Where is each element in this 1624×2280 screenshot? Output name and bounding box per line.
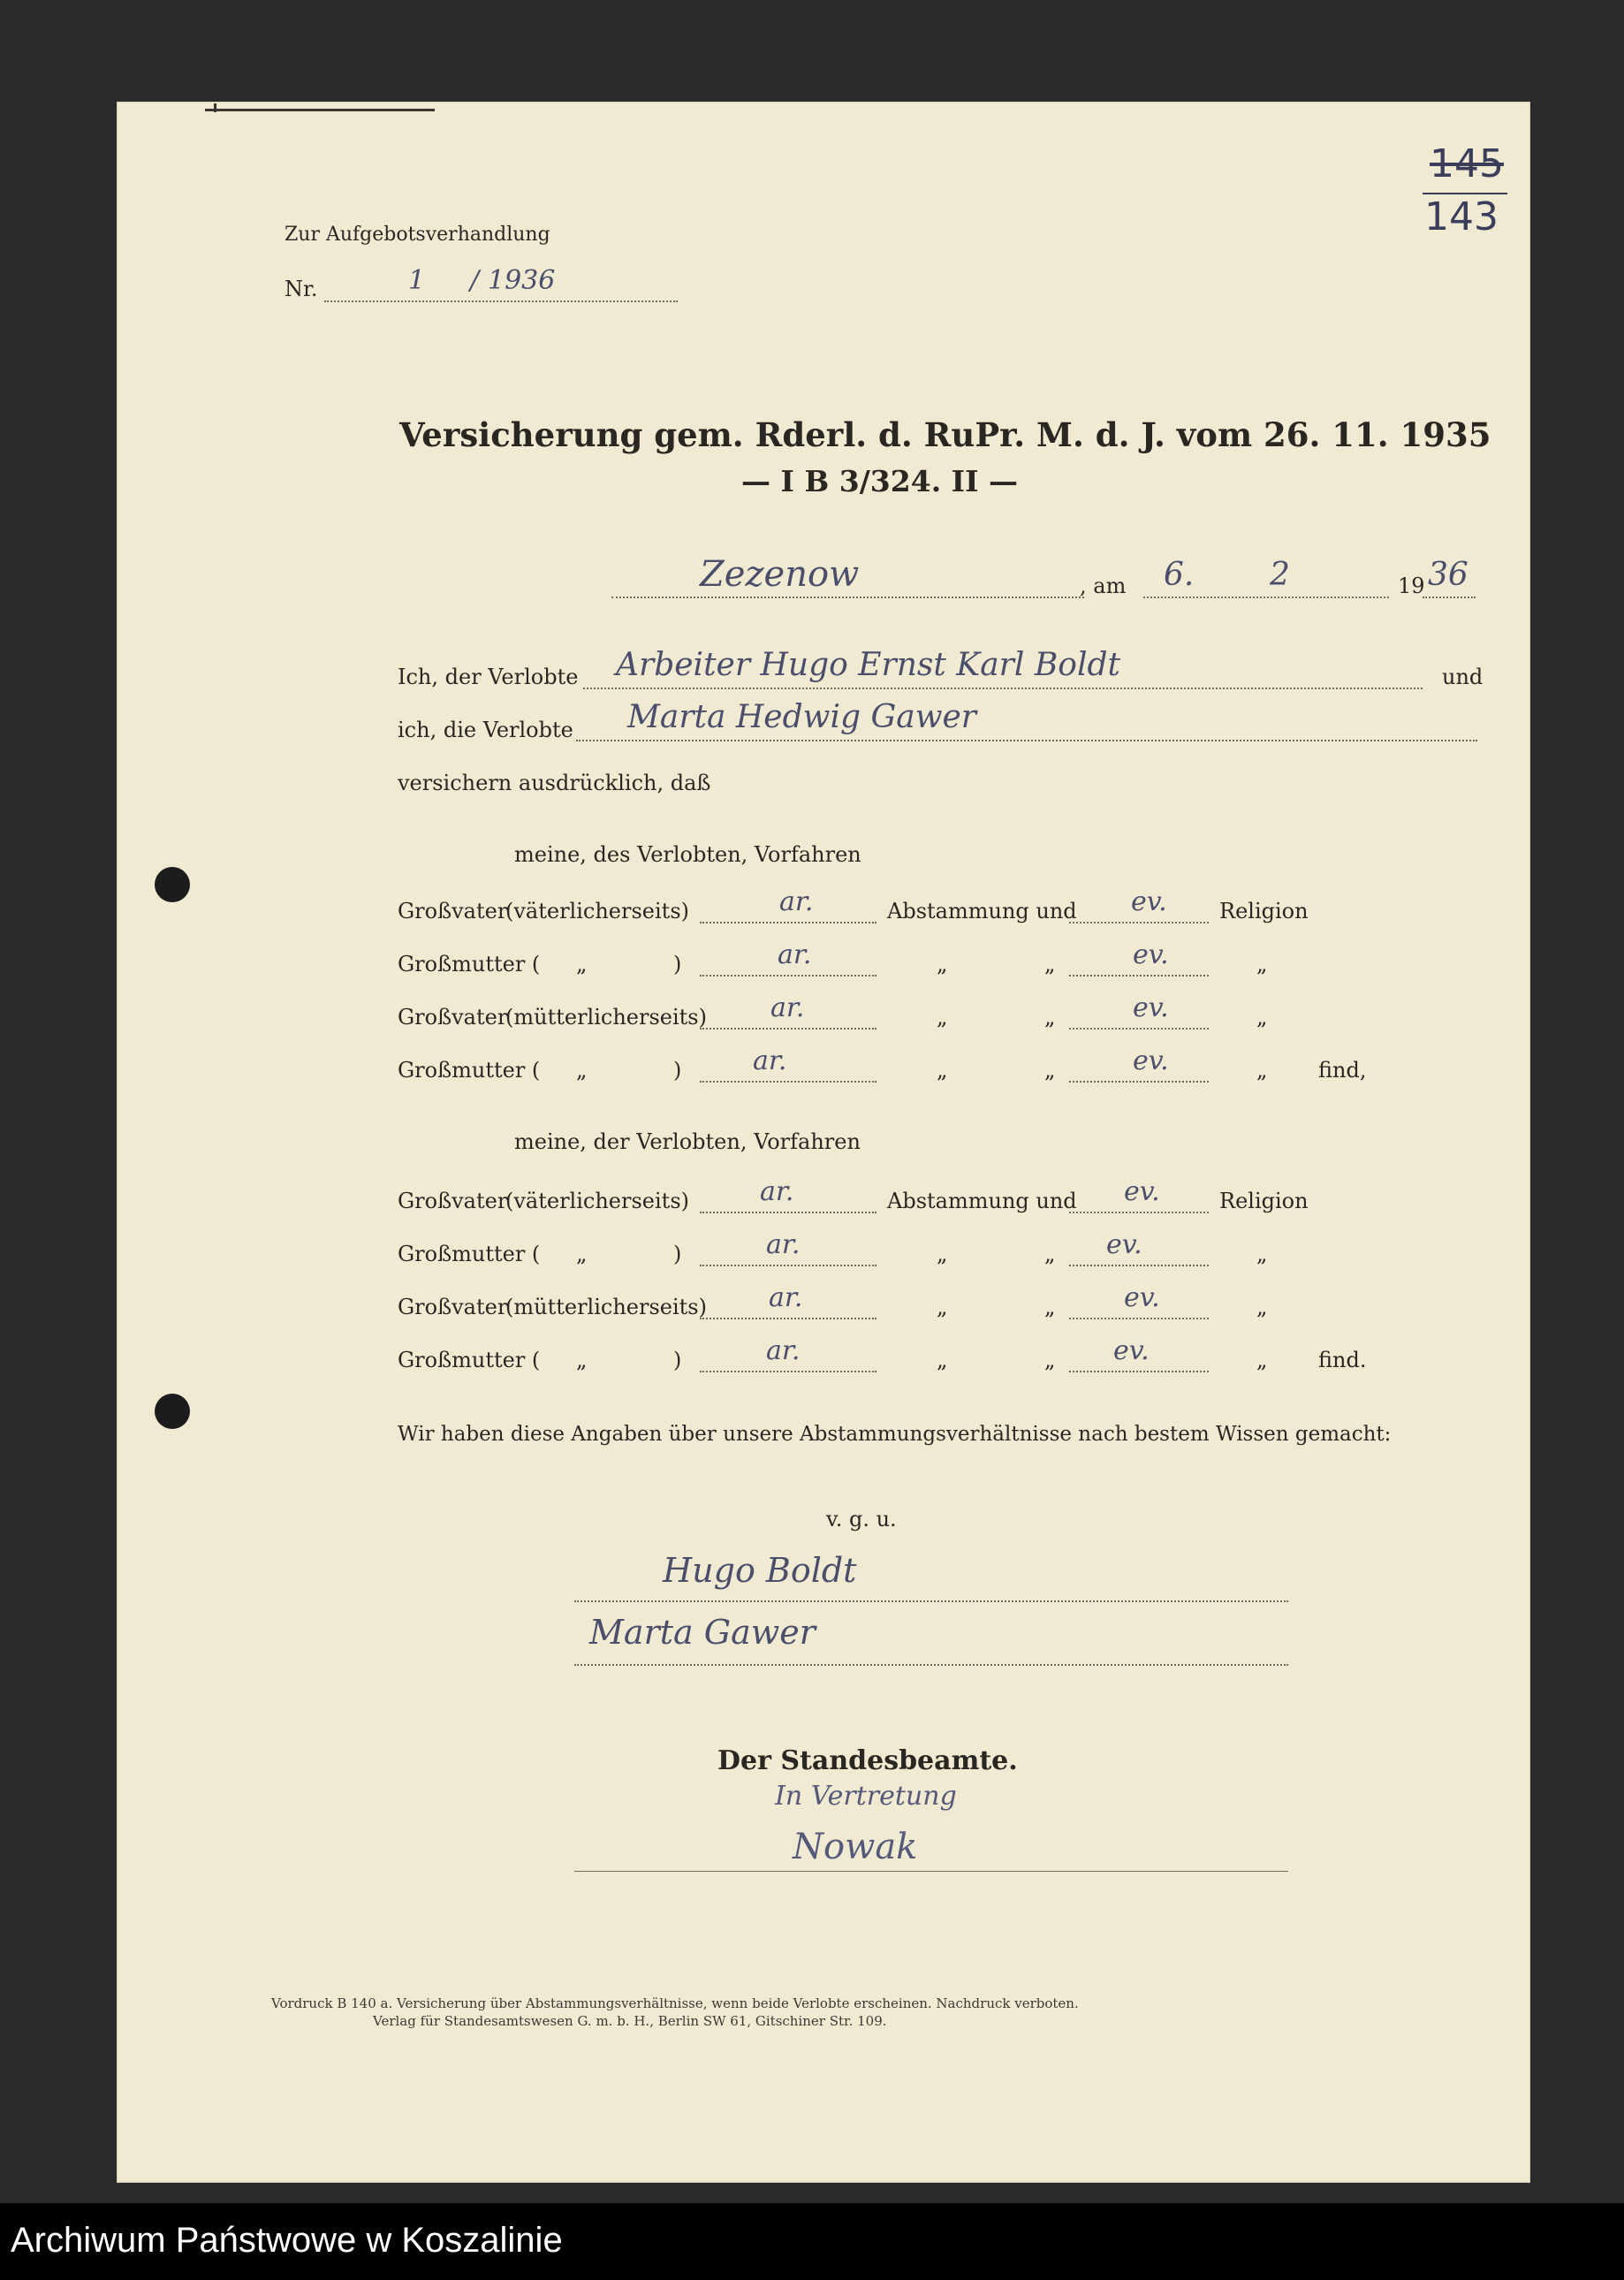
date-month: 2 bbox=[1270, 557, 1290, 593]
ancestor-label: Großmutter ( bbox=[398, 952, 541, 977]
ancestor-side: (väterlicherseits) bbox=[505, 1189, 689, 1213]
descent-value: ar. bbox=[753, 1045, 787, 1076]
religion-dotted-line bbox=[1069, 1081, 1209, 1083]
groom-signature-line bbox=[574, 1600, 1288, 1602]
ditto-mark: „ bbox=[1256, 1295, 1268, 1319]
place-dotted-line bbox=[611, 597, 1084, 598]
ditto-mark: „ bbox=[1256, 1348, 1268, 1372]
archive-caption-bar bbox=[0, 2203, 1624, 2280]
religion-dotted-line bbox=[1069, 922, 1209, 923]
row-tail: find. bbox=[1318, 1348, 1367, 1372]
row-tail: find, bbox=[1318, 1058, 1367, 1083]
bride-dotted-line bbox=[576, 740, 1477, 741]
descent-value: ar. bbox=[778, 939, 812, 970]
ancestor-close: ) bbox=[673, 952, 682, 977]
descent-dotted-line bbox=[700, 922, 877, 923]
nr-value: 1 bbox=[408, 265, 426, 296]
ancestor-label: Großvater bbox=[398, 1295, 508, 1319]
ditto-mark: „ bbox=[1044, 1058, 1056, 1083]
ancestor-side: „ bbox=[576, 952, 588, 977]
ancestor-side: (mütterlicherseits) bbox=[505, 1005, 707, 1030]
descent-value: ar. bbox=[770, 992, 805, 1023]
official-title: Der Standesbeamte. bbox=[717, 1745, 1018, 1776]
top-rule bbox=[205, 109, 435, 111]
ditto-mark: „ bbox=[1256, 1058, 1268, 1083]
religion-dotted-line bbox=[1069, 1265, 1209, 1266]
religion-value: ev. bbox=[1113, 1335, 1150, 1366]
ditto-mark: „ bbox=[937, 952, 948, 977]
ditto-mark: „ bbox=[1044, 1295, 1056, 1319]
top-rule-tick bbox=[214, 103, 216, 112]
descent-dotted-line bbox=[700, 1028, 877, 1030]
ancestor-label: Großmutter ( bbox=[398, 1242, 541, 1266]
statement-text: Wir haben diese Angaben über unsere Abstammungsverhältnisse nach bestem Wissen gemacht: bbox=[398, 1423, 1392, 1446]
ancestor-label: Großmutter ( bbox=[398, 1348, 541, 1372]
ancestor-close: ) bbox=[673, 1058, 682, 1083]
document-page bbox=[117, 102, 1530, 2183]
punch-hole bbox=[155, 1394, 190, 1429]
date-year-suffix: 36 bbox=[1428, 557, 1468, 593]
descent-value: ar. bbox=[760, 1176, 794, 1207]
groom-ancestors-heading: meine, des Verlobten, Vorfahren bbox=[514, 842, 861, 867]
date-dotted-line bbox=[1143, 597, 1389, 598]
descent-value: ar. bbox=[769, 1282, 803, 1313]
descent-dotted-line bbox=[700, 1265, 877, 1266]
ancestor-side: „ bbox=[576, 1242, 588, 1266]
religion-value: ev. bbox=[1131, 886, 1167, 917]
document-title: Versicherung gem. Rderl. d. RuPr. M. d. J. vom 26. 11. 1935 bbox=[399, 415, 1491, 454]
vgu-label: v. g. u. bbox=[826, 1507, 897, 1531]
bride-name: Marta Hedwig Gawer bbox=[627, 699, 977, 735]
nr-year: 1936 bbox=[488, 265, 556, 296]
date-day: 6. bbox=[1164, 557, 1195, 593]
old-page-number: 145 bbox=[1430, 141, 1504, 186]
ancestor-close: ) bbox=[673, 1242, 682, 1266]
official-note: In Vertretung bbox=[775, 1781, 957, 1812]
religion-value: ev. bbox=[1133, 939, 1169, 970]
ancestor-side: „ bbox=[576, 1058, 588, 1083]
punch-hole bbox=[155, 867, 190, 902]
archive-name: Archiwum Państwowe w Koszalinie bbox=[11, 2221, 563, 2260]
groom-label: Ich, der Verlobte bbox=[398, 665, 579, 689]
religion-dotted-line bbox=[1069, 1212, 1209, 1213]
ditto-mark: „ bbox=[937, 1058, 948, 1083]
religion-label: Religion bbox=[1219, 1189, 1309, 1213]
religion-dotted-line bbox=[1069, 975, 1209, 977]
religion-value: ev. bbox=[1106, 1229, 1142, 1260]
descent-dotted-line bbox=[700, 1081, 877, 1083]
descent-dotted-line bbox=[700, 975, 877, 977]
assure-text: versichern ausdrücklich, daß bbox=[398, 771, 711, 795]
ditto-mark: „ bbox=[1044, 1242, 1056, 1266]
descent-dotted-line bbox=[700, 1318, 877, 1319]
page-number: 143 bbox=[1424, 194, 1499, 239]
ditto-mark: „ bbox=[1044, 1005, 1056, 1030]
religion-value: ev. bbox=[1133, 992, 1169, 1023]
ancestor-label: Großvater bbox=[398, 1005, 508, 1030]
form-footer-line2: Verlag für Standesamtswesen G. m. b. H., Berlin SW 61, Gitschiner Str. 109. bbox=[373, 2013, 887, 2029]
ancestor-side: „ bbox=[576, 1348, 588, 1372]
ditto-mark: „ bbox=[1044, 1348, 1056, 1372]
ditto-mark: „ bbox=[1256, 952, 1268, 977]
religion-value: ev. bbox=[1124, 1282, 1160, 1313]
ancestor-close: ) bbox=[673, 1348, 682, 1372]
descent-value: ar. bbox=[766, 1335, 801, 1366]
descent-value: ar. bbox=[766, 1229, 801, 1260]
descent-dotted-line bbox=[700, 1371, 877, 1372]
descent-value: ar. bbox=[779, 886, 814, 917]
year-dotted-line bbox=[1423, 597, 1476, 598]
official-signature: Nowak bbox=[793, 1827, 918, 1867]
date-year-prefix: 19 bbox=[1398, 574, 1425, 598]
religion-label: Religion bbox=[1219, 899, 1309, 923]
ancestor-label: Großmutter ( bbox=[398, 1058, 541, 1083]
groom-signature: Hugo Boldt bbox=[663, 1551, 857, 1590]
ancestor-side: (väterlicherseits) bbox=[505, 899, 689, 923]
bride-signature: Marta Gawer bbox=[589, 1613, 816, 1652]
ditto-mark: „ bbox=[1256, 1005, 1268, 1030]
ancestor-label: Großvater bbox=[398, 899, 508, 923]
ancestor-side: (mütterlicherseits) bbox=[505, 1295, 707, 1319]
official-signature-line bbox=[574, 1871, 1288, 1872]
ancestor-label: Großvater bbox=[398, 1189, 508, 1213]
bride-label: ich, die Verlobte bbox=[398, 718, 573, 742]
nr-separator: / bbox=[470, 265, 480, 296]
groom-suffix: und bbox=[1442, 665, 1484, 689]
ditto-mark: „ bbox=[937, 1005, 948, 1030]
religion-value: ev. bbox=[1133, 1045, 1169, 1076]
religion-dotted-line bbox=[1069, 1371, 1209, 1372]
form-footer-line1: Vordruck B 140 a. Versicherung über Abstammungsverhältnisse, wenn beide Verlobte erscheinen. Nachdruck verboten. bbox=[271, 1995, 1079, 2011]
groom-dotted-line bbox=[583, 688, 1423, 689]
ditto-mark: „ bbox=[1256, 1242, 1268, 1266]
nr-dotted-line bbox=[324, 300, 678, 302]
document-subtitle: — I B 3/324. II — bbox=[741, 464, 1019, 498]
religion-dotted-line bbox=[1069, 1318, 1209, 1319]
ditto-mark: „ bbox=[937, 1242, 948, 1266]
date-am-label: , am bbox=[1080, 574, 1127, 598]
ditto-mark: „ bbox=[1044, 952, 1056, 977]
ditto-mark: „ bbox=[937, 1295, 948, 1319]
religion-value: ev. bbox=[1124, 1176, 1160, 1207]
reference-label: Zur Aufgebotsverhandlung bbox=[285, 224, 550, 246]
groom-name: Arbeiter Hugo Ernst Karl Boldt bbox=[616, 647, 1120, 683]
bride-signature-line bbox=[574, 1664, 1288, 1666]
bride-ancestors-heading: meine, der Verlobten, Vorfahren bbox=[514, 1129, 861, 1154]
ditto-mark: „ bbox=[937, 1348, 948, 1372]
nr-label: Nr. bbox=[285, 277, 318, 301]
place-value: Zezenow bbox=[700, 554, 860, 595]
descent-and-label: Abstammung und bbox=[887, 1189, 1077, 1213]
descent-dotted-line bbox=[700, 1212, 877, 1213]
religion-dotted-line bbox=[1069, 1028, 1209, 1030]
descent-and-label: Abstammung und bbox=[887, 899, 1077, 923]
